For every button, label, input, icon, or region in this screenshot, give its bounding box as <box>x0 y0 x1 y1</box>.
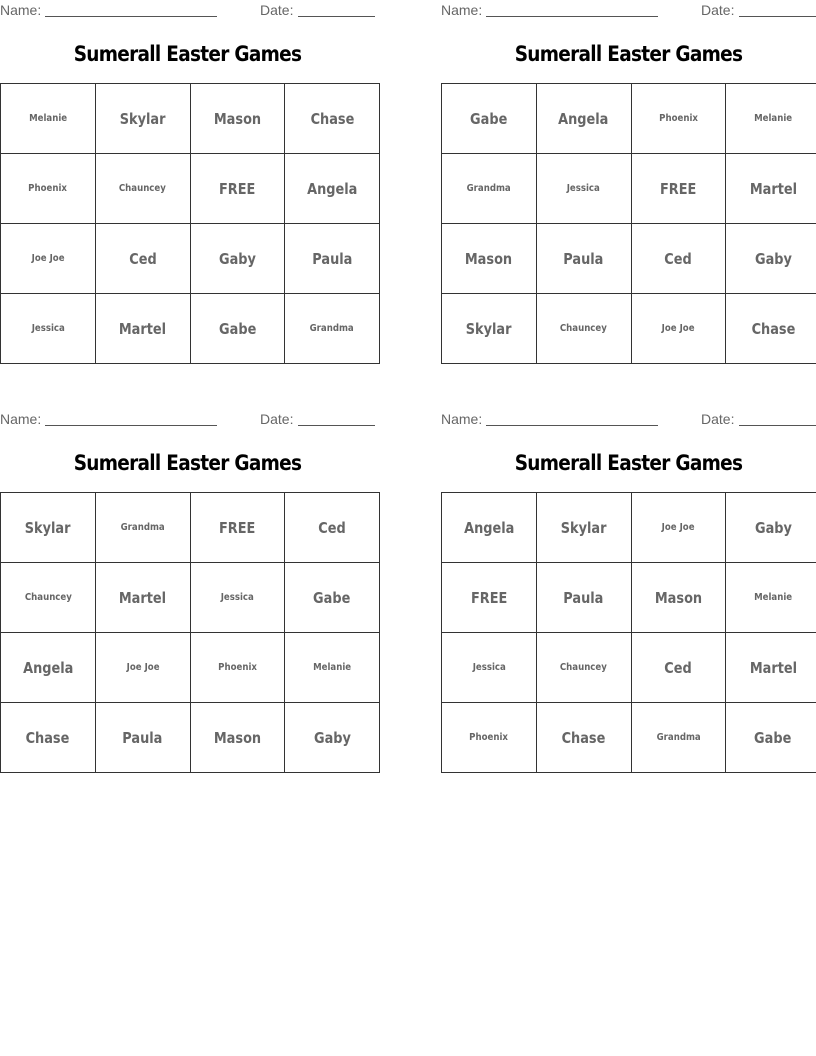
cell-label: FREE <box>219 518 256 537</box>
name-blank[interactable] <box>486 16 658 17</box>
cell-label: Jessica <box>31 323 65 334</box>
date-blank[interactable] <box>298 16 375 17</box>
bingo-cell[interactable] <box>536 84 631 154</box>
bingo-row <box>442 224 816 294</box>
bingo-cell[interactable] <box>285 563 380 633</box>
bingo-row <box>1 294 380 364</box>
cell-label: Chase <box>25 728 70 747</box>
bingo-cell[interactable] <box>726 563 816 633</box>
cell-label: Melanie <box>754 592 793 603</box>
free-space-cell[interactable] <box>190 154 285 224</box>
cell-label: Joe Joe <box>31 253 65 264</box>
name-label: Name: <box>0 411 42 427</box>
cell-label: Paula <box>563 588 604 607</box>
free-space-cell[interactable] <box>631 154 726 224</box>
cell-label: Paula <box>312 249 353 268</box>
bingo-cell[interactable] <box>95 154 190 224</box>
cell-label: Paula <box>563 249 604 268</box>
bingo-cell[interactable] <box>442 294 537 364</box>
cell-label: Gabe <box>313 588 351 607</box>
card-title: Sumerall Easter Games <box>73 451 302 475</box>
card-title: Sumerall Easter Games <box>73 42 302 66</box>
bingo-cell[interactable] <box>536 294 631 364</box>
bingo-cell[interactable] <box>631 294 726 364</box>
bingo-cell[interactable] <box>726 224 816 294</box>
bingo-cell[interactable] <box>190 563 285 633</box>
bingo-cell[interactable] <box>536 633 631 703</box>
name-blank[interactable] <box>45 16 217 17</box>
bingo-cell[interactable] <box>190 224 285 294</box>
bingo-cell[interactable] <box>1 84 96 154</box>
bingo-cell[interactable] <box>1 633 96 703</box>
bingo-cell[interactable] <box>190 633 285 703</box>
bingo-cell[interactable] <box>190 703 285 773</box>
cell-label: Martel <box>749 658 797 677</box>
bingo-cell[interactable] <box>95 294 190 364</box>
cell-label: Melanie <box>313 662 352 673</box>
date-blank[interactable] <box>739 425 816 426</box>
cell-label: FREE <box>219 179 256 198</box>
bingo-cell[interactable] <box>536 154 631 224</box>
bingo-row <box>442 703 816 773</box>
bingo-cell[interactable] <box>726 154 816 224</box>
cell-label: Joe Joe <box>126 662 160 673</box>
cell-label: Martel <box>749 179 797 198</box>
card-title: Sumerall Easter Games <box>514 42 743 66</box>
cell-label: Mason <box>654 588 703 607</box>
cell-label: Chauncey <box>24 592 72 603</box>
date-blank[interactable] <box>739 16 816 17</box>
bingo-cell[interactable] <box>190 84 285 154</box>
cell-label: Gabe <box>754 728 792 747</box>
cell-label: Phoenix <box>658 113 698 124</box>
bingo-grid <box>0 83 380 364</box>
cell-label: Grandma <box>656 732 701 743</box>
cell-label: Gabe <box>218 319 257 338</box>
cell-label: Phoenix <box>28 183 68 194</box>
bingo-grid <box>441 492 816 773</box>
cell-label: Skylar <box>465 319 512 338</box>
bingo-row <box>442 493 816 563</box>
bingo-cell[interactable] <box>285 493 380 563</box>
date-label: Date: <box>260 411 294 427</box>
date-label: Date: <box>701 2 735 18</box>
cell-label: Melanie <box>754 113 793 124</box>
date-label: Date: <box>260 2 294 18</box>
cell-label: Chase <box>561 728 606 747</box>
cell-label: Chauncey <box>560 323 608 334</box>
bingo-cell[interactable] <box>95 224 190 294</box>
bingo-cell[interactable] <box>631 224 726 294</box>
bingo-cell[interactable] <box>536 563 631 633</box>
bingo-row <box>442 294 816 364</box>
bingo-cell[interactable] <box>190 294 285 364</box>
cell-label: Chauncey <box>560 662 608 673</box>
bingo-cell[interactable] <box>285 154 380 224</box>
name-label: Name: <box>0 2 42 18</box>
cell-label: Grandma <box>466 183 511 194</box>
bingo-cell[interactable] <box>1 224 96 294</box>
cell-label: Joe Joe <box>661 323 695 334</box>
bingo-cell[interactable] <box>726 294 816 364</box>
name-blank[interactable] <box>45 425 217 426</box>
bingo-cell[interactable] <box>442 633 537 703</box>
bingo-cell[interactable] <box>442 154 537 224</box>
bingo-cell[interactable] <box>95 84 190 154</box>
card-title: Sumerall Easter Games <box>514 451 743 475</box>
bingo-grid <box>0 492 380 773</box>
bingo-cell[interactable] <box>442 493 537 563</box>
cell-label: Mason <box>213 109 262 128</box>
cell-label: Melanie <box>28 113 67 124</box>
cell-label: FREE <box>470 588 508 607</box>
bingo-cell[interactable] <box>442 224 537 294</box>
cell-label: Gabe <box>470 109 508 128</box>
bingo-cell[interactable] <box>536 224 631 294</box>
bingo-cell[interactable] <box>726 84 816 154</box>
cell-label: Skylar <box>119 109 166 128</box>
bingo-cell[interactable] <box>1 154 96 224</box>
bingo-row <box>1 154 380 224</box>
bingo-row <box>1 563 380 633</box>
bingo-cell[interactable] <box>95 563 190 633</box>
cell-label: Gaby <box>754 518 792 537</box>
cell-label: Mason <box>465 249 513 268</box>
cell-label: Martel <box>119 319 167 338</box>
cell-label: Paula <box>122 728 163 747</box>
bingo-cell[interactable] <box>442 84 537 154</box>
bingo-cell[interactable] <box>631 633 726 703</box>
name-date-line <box>441 0 816 22</box>
name-date-line <box>0 0 375 22</box>
cell-label: Phoenix <box>469 732 509 743</box>
cell-label: Angela <box>22 658 74 677</box>
cell-label: Jessica <box>472 662 506 673</box>
cell-label: Gaby <box>218 249 256 268</box>
bingo-cell[interactable] <box>536 493 631 563</box>
bingo-cell[interactable] <box>442 703 537 773</box>
cell-label: Ced <box>664 249 693 268</box>
bingo-cell[interactable] <box>285 633 380 703</box>
cell-label: Jessica <box>220 592 254 603</box>
bingo-cell[interactable] <box>726 703 816 773</box>
bingo-cell[interactable] <box>1 563 96 633</box>
bingo-row <box>442 154 816 224</box>
cell-label: Jessica <box>567 183 601 194</box>
bingo-row <box>442 563 816 633</box>
bingo-row <box>1 224 380 294</box>
cell-label: Martel <box>119 588 167 607</box>
bingo-cell[interactable] <box>726 493 816 563</box>
bingo-cell[interactable] <box>285 703 380 773</box>
cell-label: Chase <box>310 109 355 128</box>
bingo-cell[interactable] <box>285 294 380 364</box>
cell-label: Chase <box>751 319 796 338</box>
date-blank[interactable] <box>298 425 375 426</box>
bingo-cell[interactable] <box>536 703 631 773</box>
bingo-cell[interactable] <box>631 493 726 563</box>
cell-label: Ced <box>318 518 346 537</box>
cell-label: FREE <box>660 179 697 198</box>
cell-label: Skylar <box>560 518 607 537</box>
free-space-cell[interactable] <box>190 493 285 563</box>
cell-label: Gaby <box>313 728 351 747</box>
name-blank[interactable] <box>486 425 658 426</box>
cell-label: Angela <box>558 109 609 128</box>
bingo-row <box>1 633 380 703</box>
cell-label: Ced <box>128 249 157 268</box>
bingo-row <box>1 493 380 563</box>
cell-label: Gaby <box>754 249 792 268</box>
cell-label: Skylar <box>24 518 71 537</box>
bingo-grid <box>441 83 816 364</box>
free-space-cell[interactable] <box>442 563 537 633</box>
bingo-cell[interactable] <box>95 633 190 703</box>
bingo-cell[interactable] <box>1 294 96 364</box>
cell-label: Joe Joe <box>661 522 695 533</box>
bingo-cell[interactable] <box>285 224 380 294</box>
cell-label: Angela <box>463 518 515 537</box>
bingo-cell[interactable] <box>95 493 190 563</box>
bingo-row <box>442 633 816 703</box>
name-date-line <box>0 409 375 431</box>
bingo-cell[interactable] <box>631 703 726 773</box>
bingo-cell[interactable] <box>631 563 726 633</box>
cell-label: Grandma <box>310 323 355 334</box>
cell-label: Ced <box>664 658 693 677</box>
date-label: Date: <box>701 411 735 427</box>
cell-label: Grandma <box>120 522 165 533</box>
name-date-line <box>441 409 816 431</box>
cell-label: Angela <box>306 179 358 198</box>
bingo-cell[interactable] <box>1 493 96 563</box>
cell-label: Mason <box>213 728 262 747</box>
bingo-row <box>1 84 380 154</box>
bingo-cell[interactable] <box>285 84 380 154</box>
bingo-cell[interactable] <box>1 703 96 773</box>
cell-label: Chauncey <box>119 183 167 194</box>
name-label: Name: <box>441 411 483 427</box>
bingo-row <box>1 703 380 773</box>
bingo-row <box>442 84 816 154</box>
name-label: Name: <box>441 2 483 18</box>
bingo-cell[interactable] <box>95 703 190 773</box>
cell-label: Phoenix <box>217 662 257 673</box>
bingo-cell[interactable] <box>631 84 726 154</box>
bingo-cell[interactable] <box>726 633 816 703</box>
